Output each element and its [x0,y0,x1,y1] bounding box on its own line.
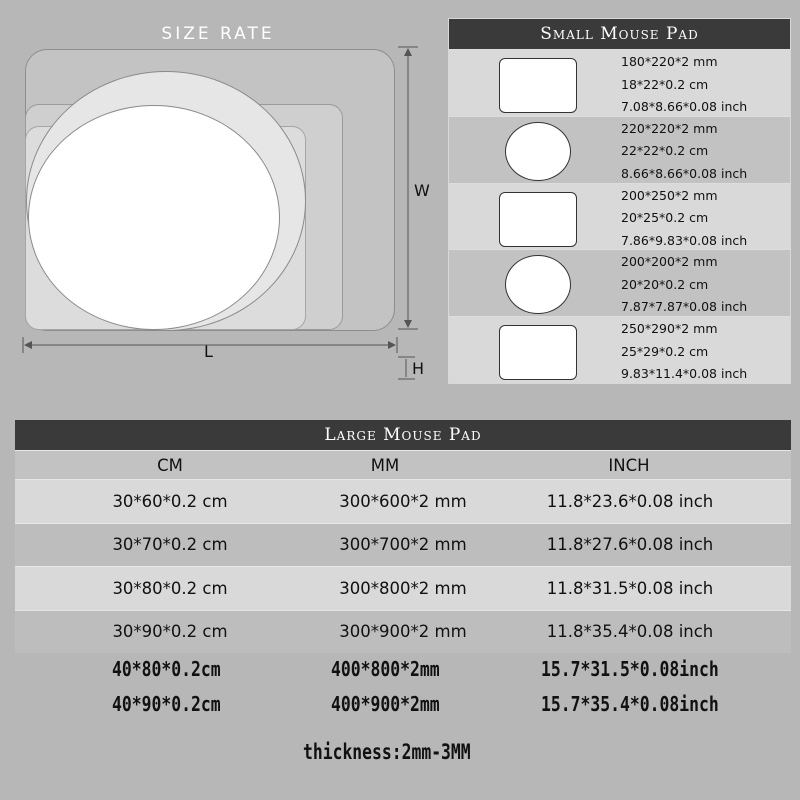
size-cm: 25*29*0.2 cm [621,343,709,359]
cell-mm: 300*700*2 mm [339,535,467,555]
size-rate-diagram [0,0,440,400]
small-row [449,183,790,250]
size-cm: 20*25*0.2 cm [621,210,709,226]
size-cm: 18*22*0.2 cm [621,76,709,92]
small-mouse-pad-table [448,18,791,384]
size-mm: 250*290*2 mm [621,321,718,337]
column-header-inch: INCH [608,455,650,475]
large-mouse-pad-table [15,420,791,653]
cell-cm: 30*60*0.2 cm [112,491,228,511]
small-table-title: Small Mouse Pad [449,19,790,49]
cell-cm: 30*90*0.2 cm [112,622,228,642]
size-rate-title: SIZE RATE [161,24,275,44]
cell-mm: 300*900*2 mm [339,622,467,642]
cell-mm: 300*600*2 mm [339,491,467,511]
small-row [449,249,790,316]
size-cm: 22*22*0.2 cm [621,143,709,159]
small-row [449,116,790,183]
cell-inch: 11.8*31.5*0.08 inch [546,578,714,598]
size-cm: 20*20*0.2 cm [621,276,709,292]
size-mm: 220*220*2 mm [621,120,718,136]
large-table-title: Large Mouse Pad [15,420,791,450]
rect-pad-icon [499,192,577,247]
cell-cm: 30*70*0.2 cm [112,535,228,555]
extra-size-cm: 40*90*0.2cm [112,692,221,716]
round-pad-icon [505,122,571,181]
column-header-cm: CM [157,455,183,475]
size-inch: 8.66*8.66*0.08 inch [621,165,748,181]
size-mm: 200*200*2 mm [621,254,718,270]
height-label: H [412,359,425,378]
extra-size-mm: 400*900*2mm [331,692,440,716]
size-inch: 9.83*11.4*0.08 inch [621,366,748,382]
size-inch: 7.86*9.83*0.08 inch [621,232,748,248]
table-row [15,566,791,610]
size-mm: 200*250*2 mm [621,187,718,203]
round-pad-icon [505,255,571,314]
cell-inch: 11.8*23.6*0.08 inch [546,491,714,511]
extra-size-cm: 40*80*0.2cm [112,657,221,681]
table-row [15,479,791,523]
size-inch: 7.08*8.66*0.08 inch [621,99,748,114]
extra-size-mm: 400*800*2mm [331,657,440,681]
rect-pad-icon [499,58,577,113]
rect-pad-icon [499,325,577,380]
thickness-note: thickness:2mm-3MM [303,740,471,764]
extra-size-inch: 15.7*35.4*0.08inch [541,692,719,716]
dimension-lines [0,0,440,400]
size-mm: 180*220*2 mm [621,54,718,69]
table-row [15,610,791,654]
small-row [449,49,790,116]
table-row [15,523,791,567]
extra-size-inch: 15.7*31.5*0.08inch [541,657,719,681]
cell-cm: 30*80*0.2 cm [112,578,228,598]
cell-mm: 300*800*2 mm [339,578,467,598]
column-header-mm: MM [370,455,400,475]
cell-inch: 11.8*35.4*0.08 inch [546,622,714,642]
small-row [449,316,790,383]
length-label: L [204,342,213,361]
width-label: W [414,181,430,200]
cell-inch: 11.8*27.6*0.08 inch [546,535,714,555]
size-inch: 7.87*7.87*0.08 inch [621,299,748,315]
table-header-row [15,450,791,479]
